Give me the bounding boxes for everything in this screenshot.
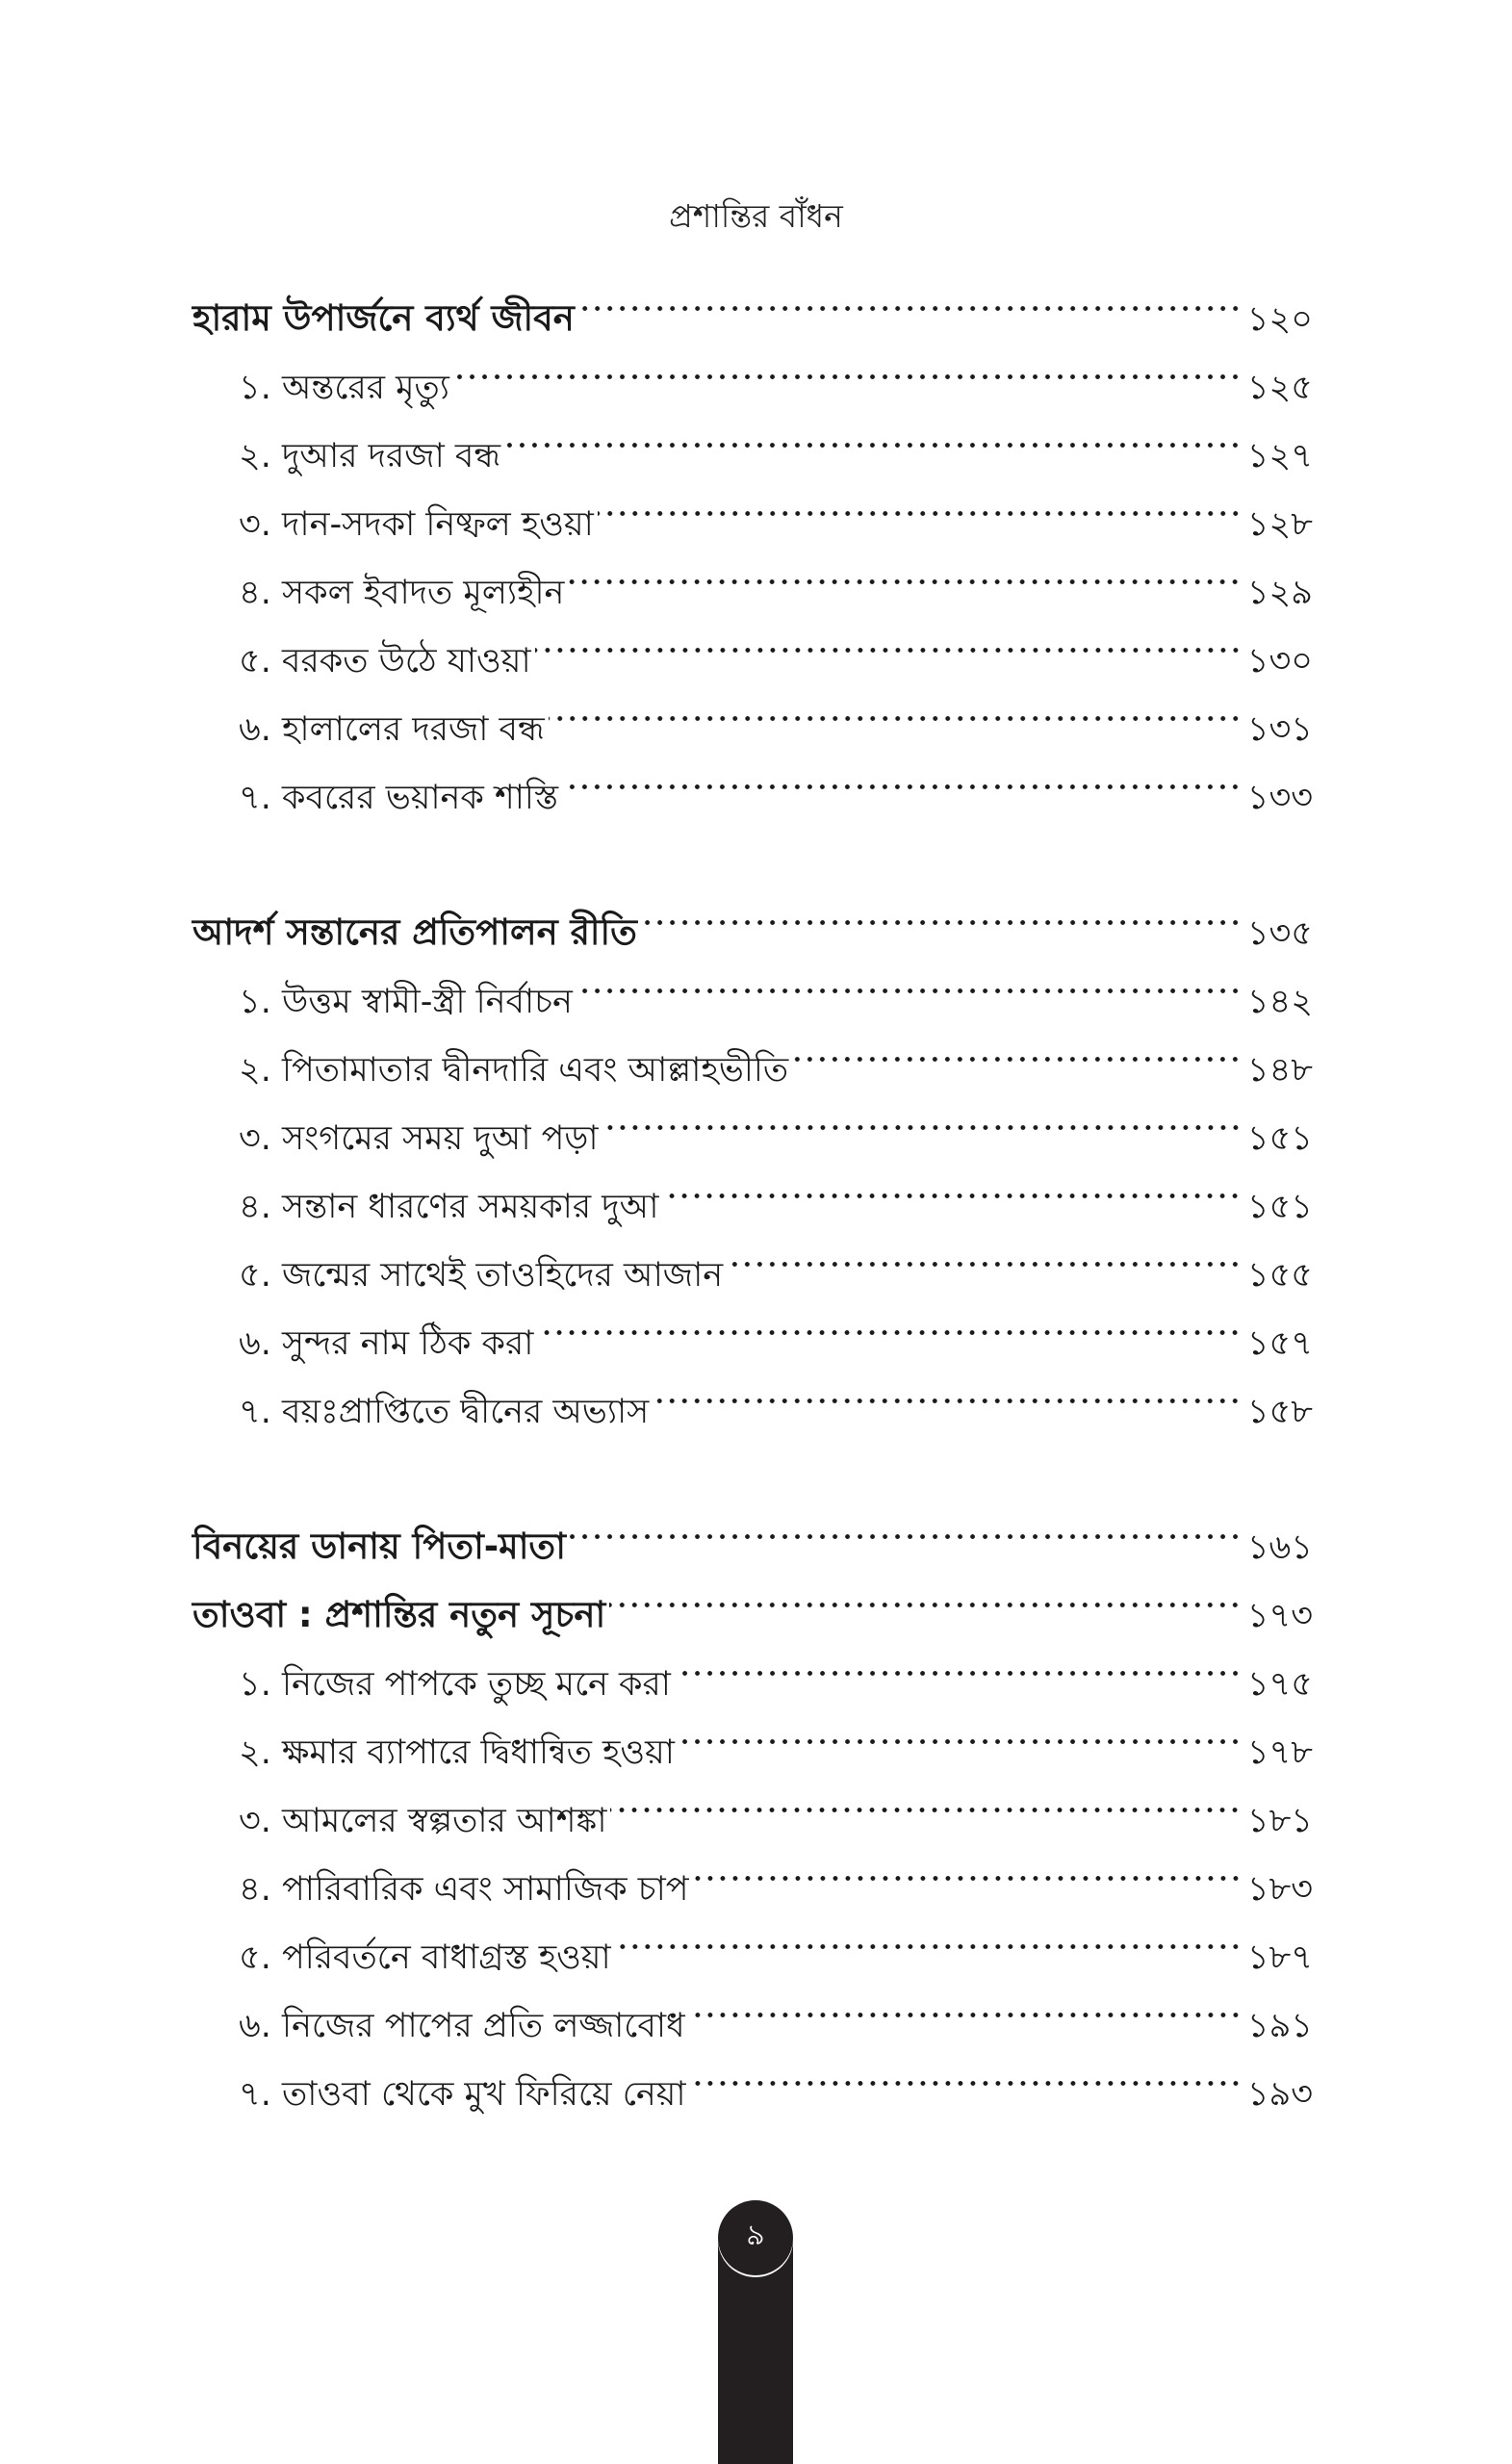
subitem-number: ৪. [239, 574, 271, 612]
page-ref: ১৪২ [1246, 983, 1313, 1021]
subitem-title [239, 1105, 599, 1173]
dot-leader [727, 1218, 1242, 1286]
dot-leader [679, 1695, 1242, 1763]
dot-leader [609, 1558, 1242, 1627]
page-ref: ১৬১ [1246, 1528, 1313, 1567]
subitem-title [239, 1787, 606, 1856]
title-text: সুন্দর নাম ঠিক করা [282, 1324, 534, 1363]
dot-leader [615, 1900, 1242, 1968]
title-text: নিজের পাপকে তুচ্ছ মনে করা [281, 1665, 671, 1704]
subitem-number: ৩. [239, 505, 271, 544]
subitem-number: ৪. [239, 1188, 271, 1226]
title-text: হারাম উপার্জনে ব্যর্থ জীবন [192, 297, 575, 339]
subitem-number: ২. [239, 1733, 271, 1772]
dot-leader [602, 1081, 1242, 1149]
dot-leader [562, 740, 1242, 808]
dot-leader [537, 1286, 1242, 1354]
subitem-title [239, 491, 594, 559]
page-ref: ১৭৩ [1246, 1597, 1313, 1635]
title-text: আমলের স্বল্পতার আশঙ্কা [282, 1802, 607, 1840]
page-ref: ১৭৫ [1246, 1665, 1313, 1704]
subitem-title [239, 559, 564, 628]
dot-leader [653, 1354, 1242, 1423]
subitem-title [239, 628, 531, 696]
page-ref: ১৫৮ [1246, 1393, 1313, 1431]
page-ref: ১৮১ [1246, 1802, 1313, 1840]
title-text: কবরের ভয়ানক শাস্তি [282, 779, 559, 817]
subitem-title [239, 1173, 658, 1242]
page-ref: ১৮৩ [1246, 1870, 1313, 1909]
dot-leader [570, 1490, 1242, 1558]
page-ref: ১৭৮ [1246, 1733, 1313, 1772]
dot-leader [662, 1149, 1242, 1218]
subitem-title [239, 1992, 685, 2061]
running-head: প্রশান্তির বাঁধন [669, 197, 843, 235]
title-text: আদর্শ সন্তানের প্রতিপালন রীতি [192, 911, 637, 953]
title-text: বিনয়ের ডানায় পিতা-মাতা [192, 1526, 566, 1567]
page-ref: ১৩৩ [1246, 779, 1313, 817]
title-text: সকল ইবাদত মূল্যহীন [281, 574, 565, 612]
subitem-title [239, 1924, 611, 1992]
subitem-number: ৫. [239, 1256, 271, 1295]
subitem-number: ৩. [239, 1119, 271, 1158]
dot-leader [568, 535, 1242, 603]
subitem-title [239, 1310, 533, 1378]
page-ref: ১২০ [1246, 300, 1313, 339]
page-ref: ১২৯ [1246, 574, 1313, 612]
title-text: দুআর দরজা বন্ধ [282, 437, 501, 475]
dot-leader [577, 944, 1242, 1013]
dot-leader [690, 2037, 1242, 2105]
table-of-contents [192, 262, 1313, 2114]
subitem-number: ১. [239, 983, 271, 1021]
subitem-title [239, 2061, 686, 2129]
page-number: ৯ [746, 2219, 765, 2252]
page-ref: ১৫১ [1246, 1188, 1313, 1226]
subitem-number: ৫. [239, 1938, 271, 1977]
subitem-title [239, 354, 449, 423]
dot-leader [792, 1013, 1242, 1081]
chapter-title [192, 1512, 566, 1580]
subitem-number: ২. [239, 1051, 271, 1090]
toc-chapter-row[interactable] [192, 262, 1313, 339]
dot-leader [675, 1627, 1242, 1695]
subitem-number: ৭. [239, 779, 271, 817]
subitem-number: ১. [239, 1665, 271, 1704]
chapter-title [192, 898, 637, 966]
page-ref: ১২৭ [1246, 437, 1313, 475]
title-text: জন্মের সাথেই তাওহিদের আজান [281, 1256, 724, 1295]
subitem-title [239, 1651, 671, 1719]
subitem-title [239, 423, 500, 491]
title-text: নিজের পাপের প্রতি লজ্জাবোধ [282, 2007, 685, 2045]
subitem-number: ৬. [239, 2007, 271, 2045]
title-text: পিতামাতার দ্বীনদারি এবং আল্লাহভীতি [282, 1051, 789, 1090]
title-text: সন্তান ধারণের সময়কার দুআ [281, 1188, 659, 1226]
page-ref: ১২৮ [1246, 505, 1313, 544]
subitem-number: ১. [239, 369, 271, 407]
dot-leader [610, 1763, 1242, 1832]
subitem-number: ৬. [239, 710, 271, 749]
page-ref: ১৫৫ [1246, 1256, 1313, 1295]
title-text: তাওবা থেকে মুখ ফিরিয়ে নেয়া [282, 2075, 686, 2114]
dot-leader [693, 1832, 1242, 1900]
toc-chapter-row[interactable] [192, 876, 1313, 953]
subitem-title [239, 1719, 675, 1787]
title-text: পারিবারিক এবং সামাজিক চাপ [281, 1870, 689, 1909]
page-ref: ১৩৫ [1246, 914, 1313, 953]
dot-leader [549, 672, 1242, 740]
dot-leader [598, 467, 1242, 535]
title-text: সংগমের সময় দুআ পড়া [282, 1119, 599, 1158]
title-text: পরিবর্তনে বাধাগ্রস্ত হওয়া [281, 1938, 611, 1977]
title-text: ক্ষমার ব্যাপারে দ্বিধান্বিত হওয়া [282, 1733, 675, 1772]
page-ref: ১৩০ [1246, 642, 1313, 680]
page-ref: ১৮৭ [1246, 1938, 1313, 1977]
page-ref: ১৯১ [1246, 2007, 1313, 2045]
subitem-number: ৭. [239, 1393, 271, 1431]
subitem-title [239, 1378, 649, 1447]
page-ref: ১৯৩ [1246, 2075, 1313, 2114]
dot-leader [535, 603, 1242, 672]
page-ref: ১২৫ [1246, 369, 1313, 407]
subitem-title [239, 696, 545, 764]
dot-leader [578, 262, 1242, 330]
subitem-number: ৪. [239, 1870, 271, 1909]
subitem-title [239, 764, 558, 833]
title-text: তাওবা : প্রশান্তির নতুন সূচনা [192, 1594, 606, 1635]
title-text: হালালের দরজা বন্ধ [282, 710, 545, 749]
subitem-number: ৩. [239, 1802, 271, 1840]
dot-leader [453, 330, 1242, 398]
subitem-title [239, 968, 573, 1037]
page-ref: ১৩১ [1246, 710, 1313, 749]
title-text: দান-সদকা নিষ্ফল হওয়া [282, 505, 594, 544]
dot-leader [504, 398, 1242, 467]
page-ref: ১৫১ [1246, 1119, 1313, 1158]
dot-leader [641, 876, 1242, 944]
toc-chapter-row[interactable] [192, 1490, 1313, 1567]
title-text: বরকত উঠে যাওয়া [281, 642, 531, 680]
subitem-number: ৭. [239, 2075, 271, 2114]
subitem-number: ২. [239, 437, 271, 475]
title-text: উত্তম স্বামী-স্ত্রী নির্বাচন [281, 983, 573, 1021]
dot-leader [689, 1968, 1242, 2037]
title-text: বয়ঃপ্রাপ্তিতে দ্বীনের অভ্যাস [282, 1393, 650, 1431]
title-text: অন্তরের মৃত্যু [281, 369, 449, 407]
subitem-number: ৫. [239, 642, 271, 680]
page-ref: ১৪৮ [1246, 1051, 1313, 1090]
chapter-title [192, 1580, 605, 1649]
subitem-number: ৬. [239, 1324, 271, 1363]
page-ref: ১৫৭ [1246, 1324, 1313, 1363]
